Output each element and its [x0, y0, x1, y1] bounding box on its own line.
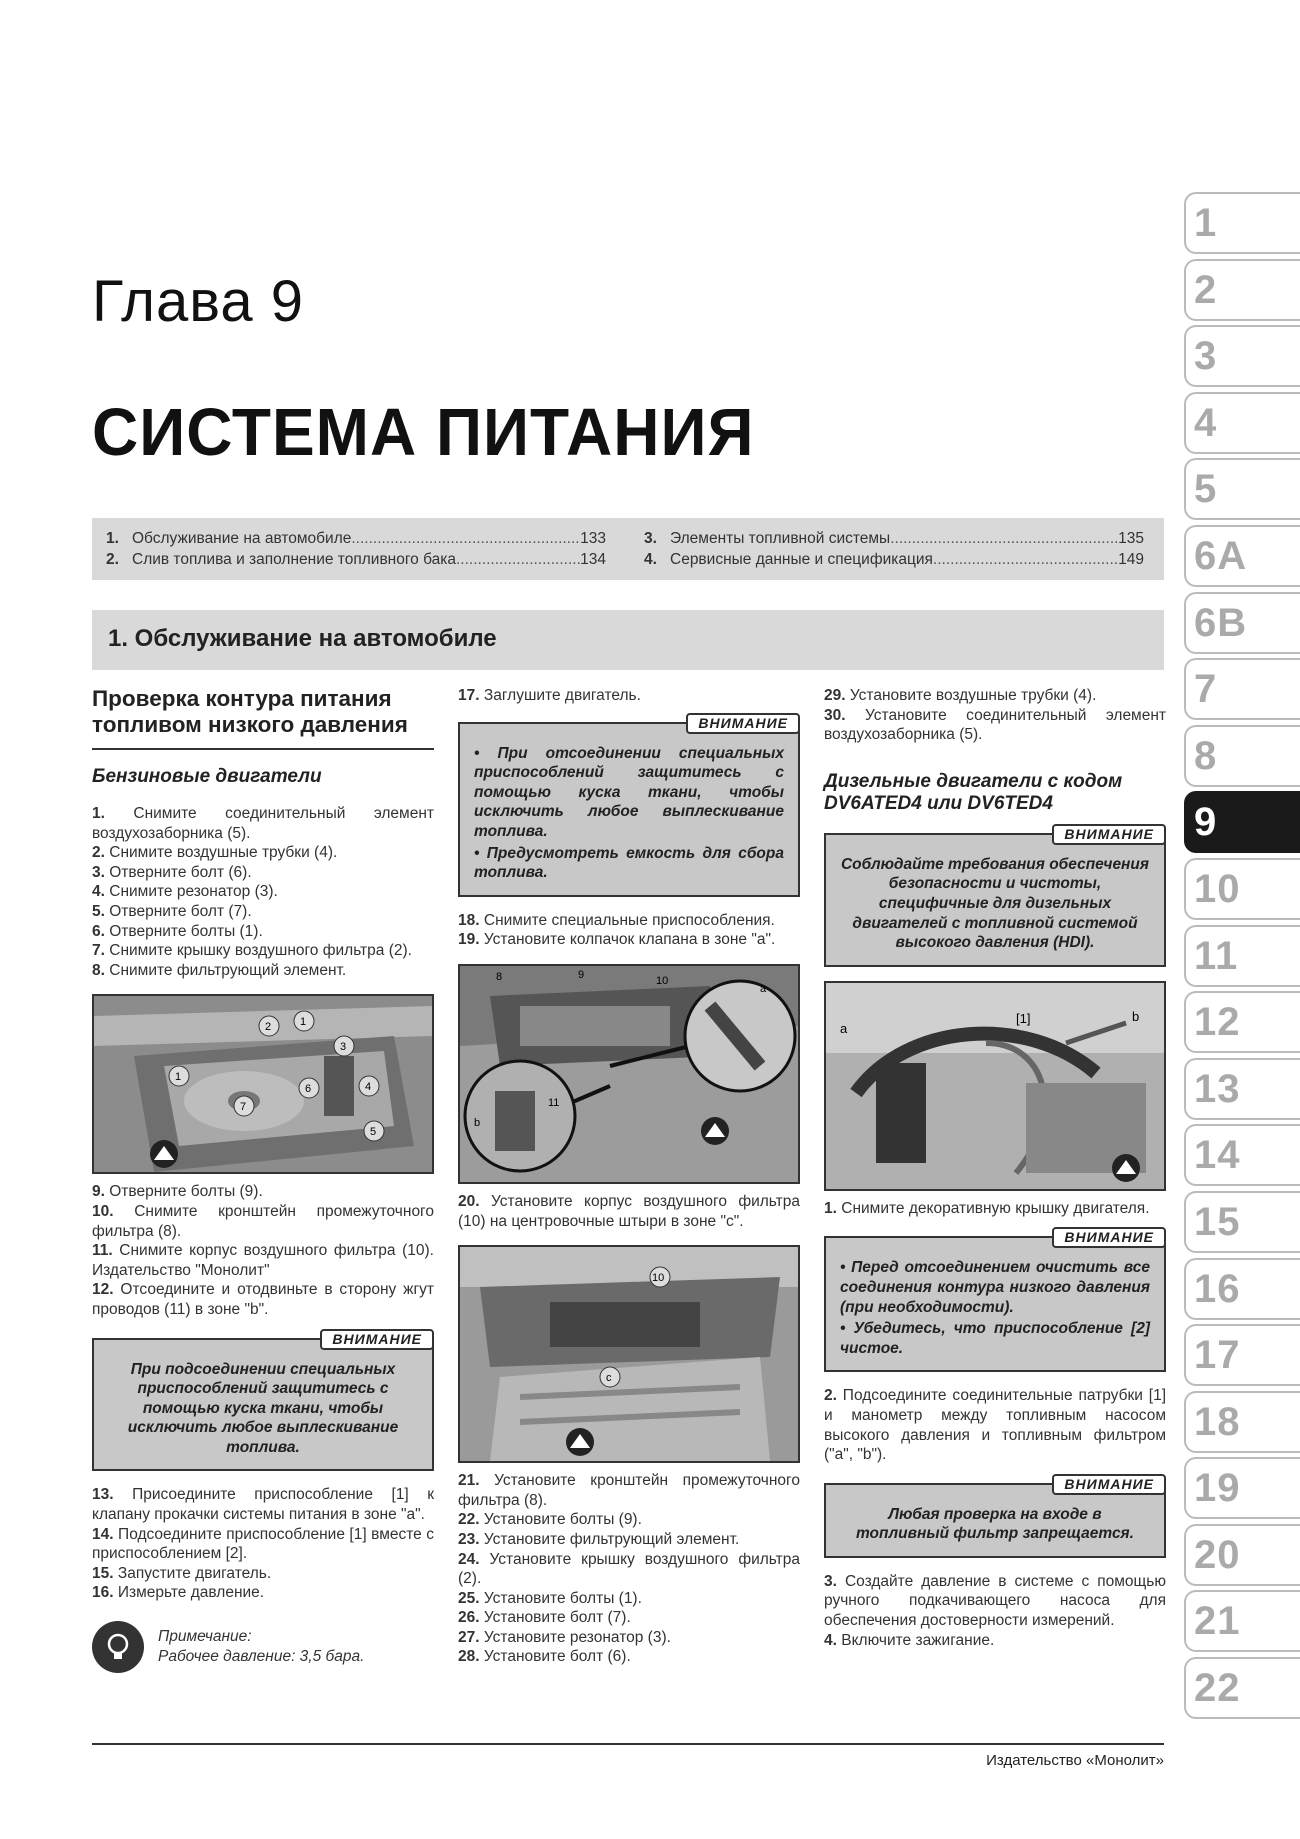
step-text: Отверните болт (6). — [109, 863, 252, 881]
step-item — [92, 1485, 434, 1524]
section-title: 1. Обслуживание на автомобиле — [108, 625, 497, 652]
chapter-tab-20[interactable]: 20 — [1184, 1524, 1300, 1586]
step-number: 14. — [92, 1525, 114, 1543]
step-number: 4. — [92, 883, 105, 901]
note-text: Рабочее давление: 3,5 бара. — [158, 1648, 365, 1666]
label-10: 10 — [652, 1272, 665, 1285]
step-item — [92, 961, 434, 981]
chapter-tab-1[interactable]: 1 — [1184, 192, 1300, 254]
warning-label: ВНИМАНИЕ — [1052, 1227, 1166, 1248]
step-number: 24. — [458, 1550, 480, 1568]
step-item — [92, 922, 434, 942]
step-number: 26. — [458, 1609, 480, 1627]
step-text: Снимите воздушные трубки (4). — [109, 844, 338, 862]
table-of-contents — [92, 518, 1164, 580]
step-item — [92, 843, 434, 863]
step-item — [824, 1572, 1166, 1631]
step-item — [92, 1182, 434, 1202]
step-item — [92, 1583, 434, 1603]
chapter-tab-3[interactable]: 3 — [1184, 325, 1300, 387]
steps-list — [458, 1471, 800, 1667]
step-number: 16. — [92, 1584, 114, 1602]
chapter-tab-12[interactable]: 12 — [1184, 991, 1300, 1053]
label-7: 7 — [240, 1101, 247, 1114]
chapter-tab-13[interactable]: 13 — [1184, 1058, 1300, 1120]
warning-label: ВНИМАНИЕ — [686, 713, 800, 734]
step-item — [92, 902, 434, 922]
label-4: 4 — [365, 1081, 372, 1094]
steps-list — [824, 1572, 1166, 1650]
step-text: Отсоедините и отодвиньте в сторону жгут проводов (11) в зоне "b". — [92, 1281, 434, 1318]
engine-type-heading: Дизельные двигатели с кодом DV6ATED4 или DV6TED4 — [824, 770, 1123, 814]
chapter-tab-10[interactable]: 10 — [1184, 858, 1300, 920]
step-number: 18. — [458, 911, 480, 929]
chapter-tab-8[interactable]: 8 — [1184, 725, 1300, 787]
step-item — [458, 1647, 800, 1667]
warning-text: При подсоединении специальных приспособлений защититесь с помощью куска ткани, чтобы исключить любое выплескивание топлива. — [127, 1360, 399, 1456]
warning-label: ВНИМАНИЕ — [320, 1329, 434, 1350]
label-3: 3 — [340, 1041, 347, 1054]
label-9: 9 — [578, 968, 585, 981]
step-number: 2. — [824, 1387, 837, 1405]
step-item — [824, 1386, 1166, 1464]
step-number: 12. — [92, 1281, 114, 1299]
step-item — [824, 1199, 1166, 1219]
engine-photo — [92, 994, 434, 1174]
chapter-tab-14[interactable]: 14 — [1184, 1124, 1300, 1186]
step-item — [824, 1631, 1166, 1651]
step-text: Отверните болты (1). — [109, 922, 263, 940]
step-text: Установите фильтрующий элемент. — [483, 1530, 740, 1548]
step-number: 29. — [824, 687, 846, 704]
step-number: 5. — [92, 902, 105, 920]
step-text: Заглушите двигатель. — [483, 687, 641, 704]
step-item — [458, 1589, 800, 1609]
warning-text: • Убедитесь, что приспособление [2] чистое. — [840, 1320, 1150, 1357]
step-number: 6. — [92, 922, 105, 940]
warning-text: Соблюдайте требования обеспечения безопасности и чистоты, специфичные для дизельных двигателей с топливной системой высокого давления (HDI). — [840, 855, 1150, 952]
step-text: Установите болты (1). — [483, 1589, 642, 1607]
chapter-tab-2[interactable]: 2 — [1184, 259, 1300, 321]
label-a: a — [760, 982, 767, 995]
label-6: 6 — [305, 1083, 312, 1096]
step-text: Снимите декоративную крышку двигателя. — [841, 1199, 1150, 1217]
step-item — [458, 930, 800, 950]
lightbulb-icon — [92, 1621, 144, 1673]
note-box — [92, 1621, 434, 1673]
label-2: 2 — [265, 1021, 272, 1034]
steps-list — [92, 1182, 434, 1319]
step-number: 22. — [458, 1511, 480, 1529]
column-1 — [92, 686, 434, 1673]
step-text: Подсоедините приспособление [1] вместе с приспособлением [2]. — [92, 1525, 434, 1563]
step-number: 7. — [92, 942, 105, 960]
step-item — [458, 1530, 800, 1550]
step-item — [458, 1550, 800, 1589]
step-number: 21. — [458, 1472, 480, 1490]
step-text: Установите корпус воздушного фильтра (10) на центровочные штыри в зоне "c". — [458, 1192, 800, 1230]
step-item — [824, 686, 1166, 706]
step-text: Снимите резонатор (3). — [109, 883, 278, 901]
step-item — [458, 1510, 800, 1530]
step-number: 4. — [824, 1631, 837, 1649]
step-text: Снимите корпус воздушного фильтра (10). Издательство "Монолит" — [92, 1242, 434, 1279]
step-text: Установите соединительный элемент воздухозаборника (5). — [824, 706, 1166, 744]
step-text: Установите крышку воздушного фильтра (2). — [458, 1550, 800, 1588]
step-text: Установите кронштейн промежуточного фильтра (8). — [458, 1472, 800, 1509]
label-1b: 1 — [175, 1071, 182, 1084]
step-number: 30. — [824, 706, 846, 724]
step-item — [92, 804, 434, 843]
warning-box — [458, 714, 800, 897]
step-item — [458, 1608, 800, 1628]
chapter-title: СИСТЕМА ПИТАНИЯ — [92, 394, 755, 470]
warning-text: Любая проверка на входе в топливный фильтр запрещается. — [855, 1505, 1134, 1543]
steps-list — [824, 1386, 1166, 1464]
engine-photo — [824, 981, 1166, 1191]
warning-box — [824, 825, 1166, 967]
chapter-tab-21[interactable]: 21 — [1184, 1590, 1300, 1652]
step-number: 28. — [458, 1648, 480, 1666]
step-item — [92, 1525, 434, 1564]
chapter-tab-6b[interactable]: 6B — [1184, 592, 1300, 654]
step-text: Снимите специальные приспособления. — [483, 911, 775, 929]
step-text: Измерьте давление. — [117, 1584, 265, 1602]
step-text: Снимите фильтрующий элемент. — [109, 961, 347, 979]
step-text: Снимите соединительный элемент воздухозаборника (5). — [92, 805, 434, 842]
chapter-tab-15[interactable]: 15 — [1184, 1191, 1300, 1253]
step-text: Отверните болты (9). — [109, 1183, 263, 1201]
chapter-tabs — [1184, 192, 1300, 1724]
step-item — [92, 1564, 434, 1584]
toc-entry[interactable]: 4. Сервисные данные и спецификация ..... 149 — [644, 549, 1144, 570]
chapter-tab-19[interactable]: 19 — [1184, 1457, 1300, 1519]
step-number: 10. — [92, 1202, 114, 1220]
step-item — [824, 706, 1166, 745]
chapter-tab-5[interactable]: 5 — [1184, 458, 1300, 520]
step-number: 15. — [92, 1564, 114, 1582]
step-number: 1. — [92, 805, 105, 822]
warning-text: • Предусмотреть емкость для сбора топлива. — [474, 844, 784, 882]
warning-text: • Перед отсоединением очистить все соединения контура низкого давления (при необходимости). — [840, 1259, 1150, 1316]
step-text: Установите воздушные трубки (4). — [849, 687, 1097, 704]
subsection-heading: Проверка контура питания топливом низкого давления — [92, 686, 434, 750]
label-11: 11 — [548, 1096, 560, 1109]
chapter-tab-11[interactable]: 11 — [1184, 925, 1300, 987]
engine-illustration — [826, 983, 1164, 1189]
steps-list — [824, 686, 1166, 745]
step-number: 3. — [92, 863, 105, 881]
step-text: Установите болт (6). — [483, 1648, 631, 1666]
label-a: a — [840, 1020, 848, 1036]
publisher-footer: Издательство «Монолит» — [986, 1752, 1164, 1769]
step-number: 20. — [458, 1192, 480, 1210]
warning-box — [92, 1330, 434, 1472]
step-item — [92, 1280, 434, 1319]
step-text: Отверните болт (7). — [109, 902, 252, 920]
label-10: 10 — [656, 974, 669, 987]
step-text: Установите болты (9). — [483, 1511, 642, 1529]
step-item — [458, 1192, 800, 1231]
chapter-tab-7[interactable]: 7 — [1184, 658, 1300, 720]
column-2 — [458, 686, 800, 1667]
step-item — [92, 941, 434, 961]
label-8: 8 — [496, 970, 503, 983]
step-number: 9. — [92, 1183, 105, 1201]
label-b: b — [1132, 1008, 1140, 1024]
chapter-label: Глава 9 — [92, 269, 305, 334]
step-item — [458, 686, 800, 706]
chapter-tab-9[interactable]: 9 — [1184, 791, 1300, 853]
step-text: Включите зажигание. — [841, 1631, 995, 1649]
step-item — [458, 1471, 800, 1510]
step-number: 13. — [92, 1486, 114, 1504]
chapter-tab-22[interactable]: 22 — [1184, 1657, 1300, 1719]
step-text: Создайте давление в системе с помощью ручного подкачивающего насоса для обеспечения достоверности измерений. — [824, 1572, 1167, 1630]
label-b: b — [474, 1116, 481, 1129]
step-number: 27. — [458, 1628, 480, 1646]
steps-list — [92, 1485, 434, 1603]
engine-type-heading: Бензиновые двигатели — [92, 766, 322, 787]
step-item — [92, 863, 434, 883]
warning-box — [824, 1475, 1166, 1558]
footer-divider — [92, 1743, 1164, 1745]
step-number: 3. — [824, 1572, 837, 1590]
chapter-tab-18[interactable]: 18 — [1184, 1391, 1300, 1453]
step-item — [92, 1202, 434, 1241]
step-number: 17. — [458, 687, 480, 704]
steps-list — [458, 686, 800, 706]
engine-illustration — [460, 966, 798, 1182]
chapter-tab-6a[interactable]: 6A — [1184, 525, 1300, 587]
note-title: Примечание: — [158, 1628, 252, 1646]
step-number: 8. — [92, 961, 105, 979]
step-item — [92, 1241, 434, 1280]
steps-list — [458, 1192, 800, 1231]
step-text: Установите болт (7). — [483, 1609, 631, 1627]
step-text: Снимите крышку воздушного фильтра (2). — [109, 942, 412, 960]
step-number: 1. — [824, 1199, 837, 1217]
step-item — [458, 911, 800, 931]
step-text: Присоедините приспособление [1] к клапану прокачки системы питания в зоне "a". — [92, 1486, 434, 1524]
warning-text: • При отсоединении специальных приспособлений защититесь с помощью куска ткани, чтобы исключить любое выплескивание топлива. — [474, 744, 784, 840]
engine-illustration — [94, 996, 432, 1172]
warning-box — [824, 1229, 1166, 1372]
chapter-tab-16[interactable]: 16 — [1184, 1258, 1300, 1320]
step-number: 25. — [458, 1589, 480, 1607]
warning-label: ВНИМАНИЕ — [1052, 824, 1166, 845]
step-text: Подсоедините соединительные патрубки [1] и манометр между топливным насосом высокого давления и топливным фильтром ("a", "b"). — [824, 1387, 1166, 1464]
label-1: 1 — [300, 1016, 307, 1029]
steps-list — [458, 911, 800, 950]
column-3 — [824, 686, 1166, 1650]
chapter-tab-4[interactable]: 4 — [1184, 392, 1300, 454]
toc-entry[interactable]: 1. Обслуживание на автомобиле ..... 133 — [106, 528, 606, 549]
step-text: Установите колпачок клапана в зоне "a". — [483, 931, 776, 949]
step-text: Установите резонатор (3). — [483, 1628, 671, 1646]
step-number: 23. — [458, 1530, 480, 1548]
step-number: 2. — [92, 844, 105, 862]
step-text: Снимите кронштейн промежуточного фильтра (8). — [92, 1202, 434, 1240]
section-header — [92, 610, 1164, 670]
engine-illustration — [460, 1247, 798, 1461]
warning-label: ВНИМАНИЕ — [1052, 1474, 1166, 1495]
engine-photo — [458, 1245, 800, 1463]
step-text: Запустите двигатель. — [117, 1564, 272, 1582]
label-1-bracket: [1] — [1016, 1010, 1031, 1026]
engine-photo — [458, 964, 800, 1184]
step-number: 11. — [92, 1242, 113, 1260]
label-5: 5 — [370, 1126, 377, 1139]
toc-entry[interactable]: 3. Элементы топливной системы ..... 135 — [644, 528, 1144, 549]
toc-entry[interactable]: 2. Слив топлива и заполнение топливного бака ..... 134 — [106, 549, 606, 570]
label-c: c — [606, 1372, 612, 1385]
step-item — [92, 882, 434, 902]
step-item — [458, 1628, 800, 1648]
steps-list — [824, 1199, 1166, 1219]
steps-list — [92, 804, 434, 980]
step-number: 19. — [458, 931, 480, 949]
chapter-tab-17[interactable]: 17 — [1184, 1324, 1300, 1386]
